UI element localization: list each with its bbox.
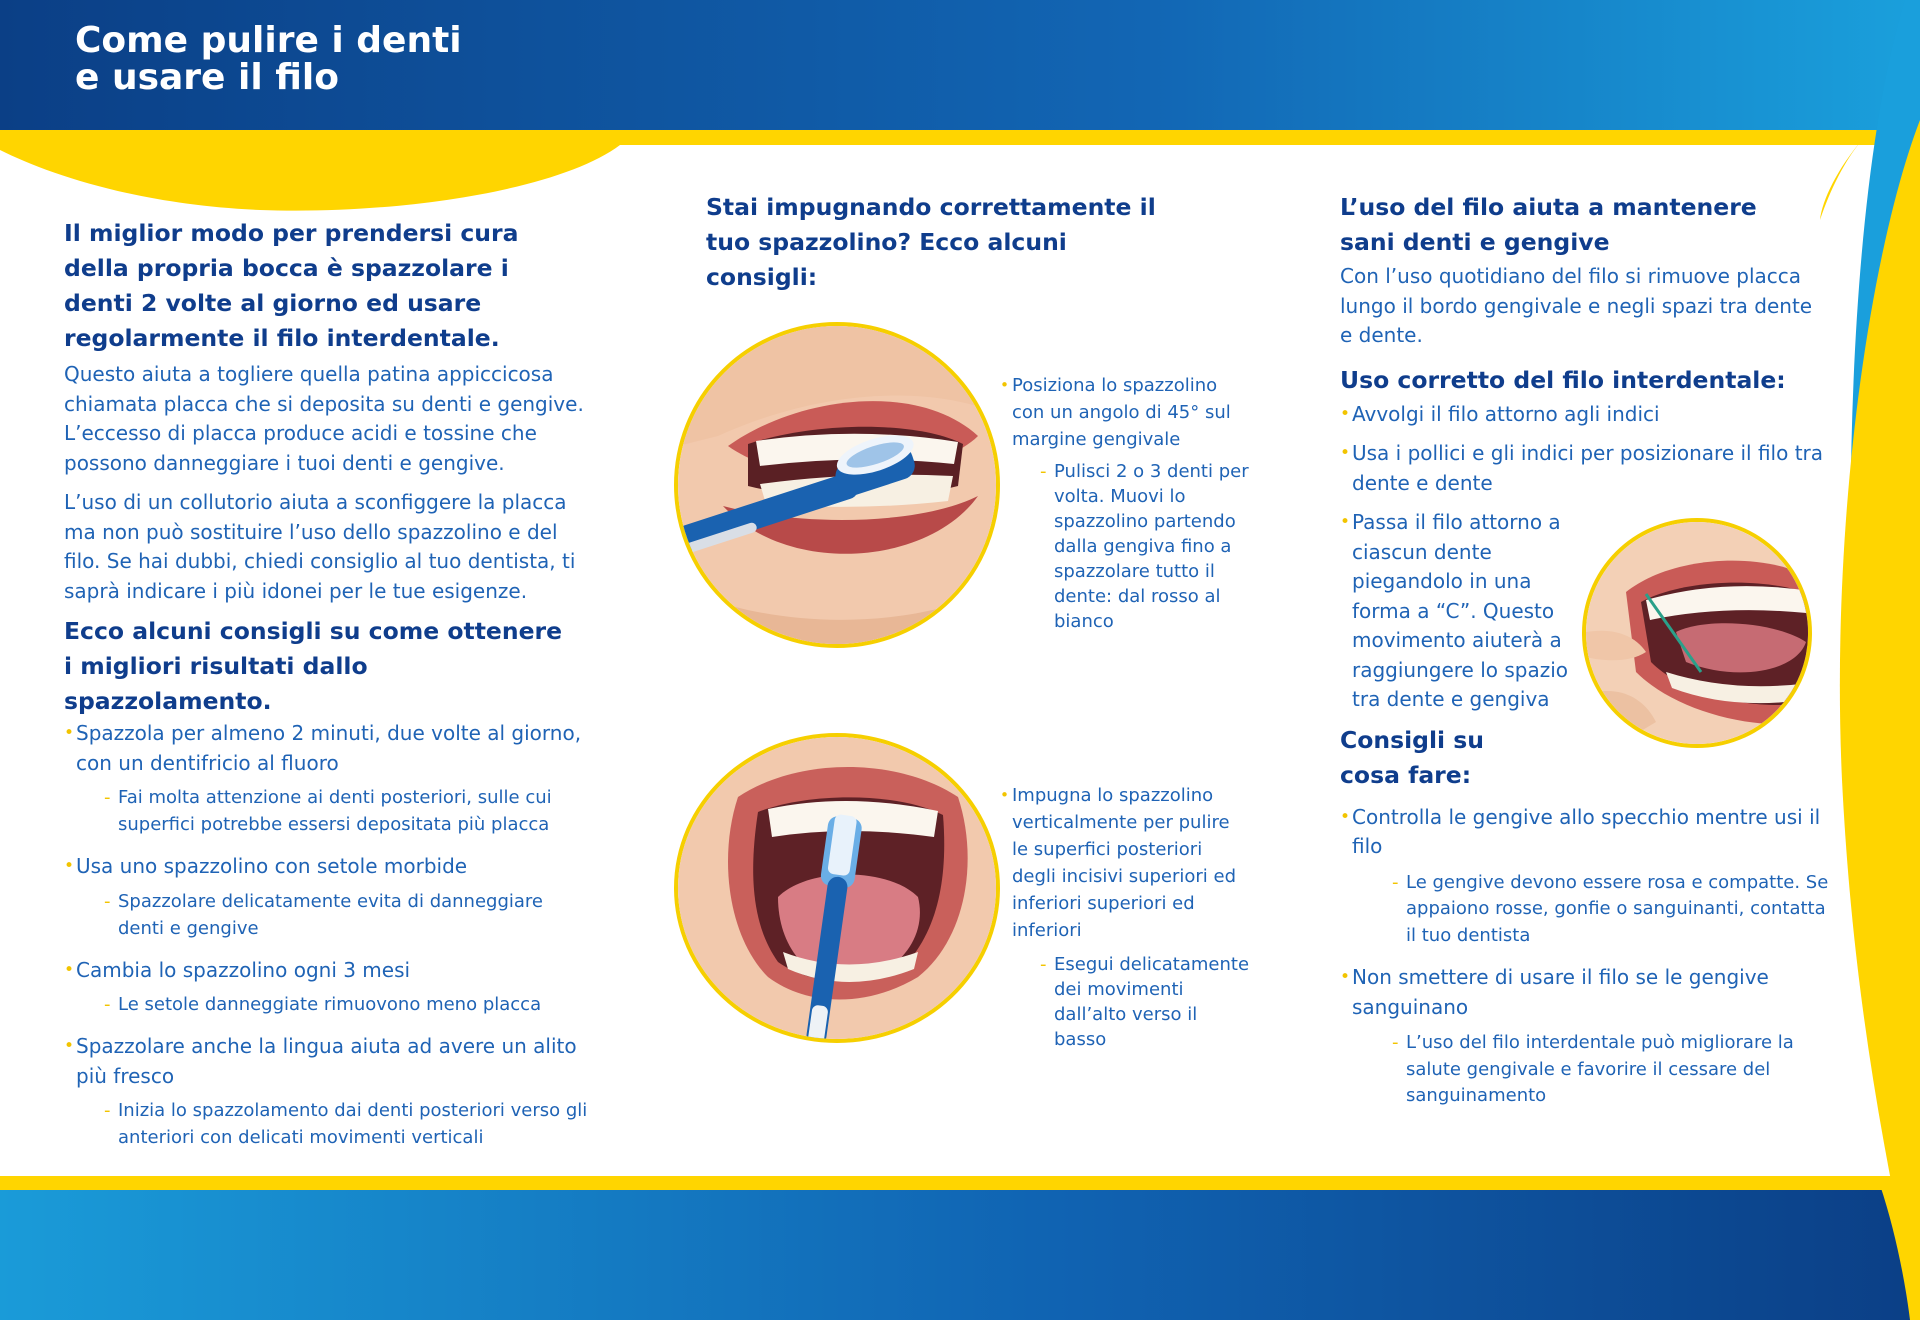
brushing-angle-tips	[1000, 372, 1250, 634]
tip-text: • Posiziona lo spazzolino con un angolo di 45° sul margine gengivale	[1012, 375, 1231, 450]
tip-subtext: - Spazzolare delicatamente evita di danneggiare denti e gengive	[104, 888, 594, 942]
intro-paragraph-1: Questo aiuta a togliere quella patina appiccicosa chiamata placca che si deposita su denti e gengive. L’eccesso di placca produce acidi e tossine che possono danneggiare i tuoi denti e gengive.	[64, 362, 584, 475]
list-item: • Passa il filo attorno a ciascun dente piegandolo in una forma a “C”. Questo movimento aiuterà a raggiungere lo spazio tra dente e gengiva	[1340, 508, 1570, 715]
list-item	[1340, 963, 1830, 1110]
intro-heading: Il miglior modo per prendersi cura della propria bocca è spazzolare i denti 2 volte al giorno ed usare regolarmente il filo interdentale.	[64, 219, 519, 352]
brushing-column	[64, 216, 594, 1151]
tip-text: • Impugna lo spazzolino verticalmente per pulire le superfici posteriori degli incisivi superiori ed inferiori superiori ed inferiori	[1012, 785, 1237, 941]
toothbrush-vertical-illustration	[674, 733, 1000, 1043]
brushing-tips-list	[64, 719, 594, 1151]
tip-subtext: - Fai molta attenzione ai denti posteriori, sulle cui superfici potrebbe essersi depositata più placca	[104, 784, 594, 838]
tip-text: • Cambia lo spazzolino ogni 3 mesi	[76, 957, 411, 982]
list-item: • Avvolgi il filo attorno agli indici	[1340, 400, 1830, 430]
list-item	[1340, 803, 1830, 950]
tip-text: • Usa uno spazzolino con setole morbide	[76, 854, 468, 878]
brushing-vertical-tips	[1000, 782, 1250, 1052]
tip-subtext: - Pulisci 2 o 3 denti per volta. Muovi lo spazzolino partendo dalla gengiva fino a spazzolare tutto il dente: dal rosso al bianco	[1040, 459, 1254, 634]
tip-subtext: - Esegui delicatamente dei movimenti dall’alto verso il basso	[1040, 952, 1254, 1052]
page-title	[75, 22, 462, 96]
list-item	[1000, 372, 1250, 453]
floss-paragraph: Con l’uso quotidiano del filo si rimuove placca lungo il bordo gengivale e negli spazi tra dente e dente.	[1340, 264, 1813, 347]
floss-usage-heading: Uso corretto del filo interdentale:	[1340, 365, 1786, 394]
title-line-2: e usare il filo	[75, 57, 339, 98]
tip-subtext: - Inizia lo spazzolamento dai denti posteriori verso gli anteriori con delicati movimenti verticali	[104, 1097, 594, 1151]
list-item	[64, 852, 594, 942]
tip-text: • Non smettere di usare il filo se le gengive sanguinano	[1352, 965, 1769, 1019]
tip-text: • Spazzola per almeno 2 minuti, due volte al giorno, con un dentifricio al fluoro	[76, 721, 582, 775]
list-item: • Usa i pollici e gli indici per posizionare il filo tra dente e dente	[1340, 439, 1830, 498]
intro-paragraph-2: L’uso di un collutorio aiuta a sconfiggere la placca ma non può sostituire l’uso dello spazzolino e del filo. Se hai dubbi, chiedi consiglio al tuo dentista, ti saprà indicare i più idonei per le tue esigenze.	[64, 490, 576, 603]
list-item	[64, 1032, 594, 1151]
list-item	[64, 956, 594, 1019]
floss-heading: L’uso del filo aiuta a mantenere sani denti e gengive	[1340, 193, 1757, 256]
tip-text: • Controlla le gengive allo specchio mentre usi il filo	[1352, 804, 1821, 858]
title-line-1: Come pulire i denti	[75, 20, 462, 61]
toothbrush-45-degree-illustration	[674, 322, 1000, 648]
grip-heading: Stai impugnando correttamente il tuo spazzolino? Ecco alcuni consigli:	[706, 193, 1156, 291]
list-item	[1000, 782, 1250, 944]
advice-list	[1340, 803, 1830, 1110]
tip-subtext: - L’uso del filo interdentale può migliorare la salute gengivale e favorire il cessare del sanguinamento	[1392, 1030, 1830, 1110]
tip-subtext: - Le gengive devono essere rosa e compatte. Se appaiono rosse, gonfie o sanguinanti, contatta il tuo dentista	[1392, 870, 1830, 950]
advice-heading: Consigli su cosa fare:	[1340, 725, 1484, 789]
tip-subtext: - Le setole danneggiate rimuovono meno placca	[104, 991, 594, 1018]
list-item	[64, 719, 594, 838]
tips-heading: Ecco alcuni consigli su come ottenere i migliori risultati dallo spazzolamento.	[64, 617, 563, 715]
tip-text: • Spazzolare anche la lingua aiuta ad avere un alito più fresco	[76, 1034, 577, 1088]
flossing-illustration	[1582, 518, 1812, 748]
